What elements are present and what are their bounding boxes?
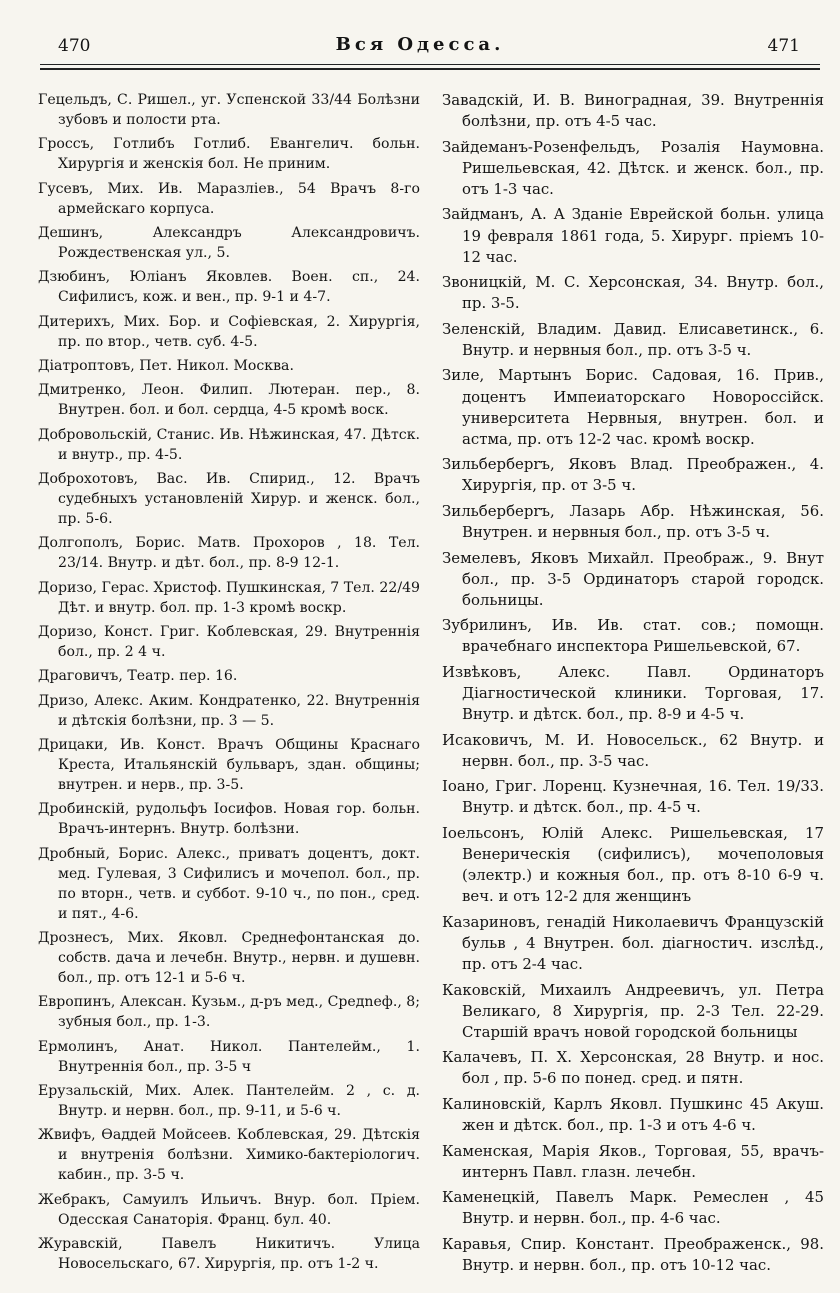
directory-entry: Дрицаки, Ив. Конст. Врачъ Общины Краснаго Креста, Итальянскій бульваръ, здан. общины; внутрен. и нерв., пр. 3-5. — [38, 736, 420, 793]
directory-entry: Зубрилинъ, Ив. Ив. стат. сов.; помощн. врачебнаго инспектора Ришельевской, 67. — [442, 616, 824, 656]
directory-entry: Дмитренко, Леон. Филип. Лютеран. пер., 8. Внутрен. бол. и бол. сердца, 4-5 кромѣ воск. — [38, 382, 420, 419]
directory-entry: Дризо, Алекс. Аким. Кондратенко, 22. Внутреннія и дѣтскія болѣзни, пр. 3 — 5. — [38, 692, 420, 729]
directory-entry: Зеленскій, Владим. Давид. Елисаветинск., 6. Внутр. и нервныя бол., пр. отъ 3-5 ч. — [442, 319, 824, 359]
directory-entry: Драговичъ, Театр. пер. 16. — [38, 668, 238, 685]
directory-entry: Каравья, Спир. Констант. Преображенск., 98. Внутр. и нервн. бол., пр. отъ 10-12 час. — [442, 1234, 824, 1274]
directory-entry: Добровольскій, Станис. Ив. Нѣжинская, 47. Дѣтск. и внутр., пр. 4-5. — [38, 426, 420, 463]
directory-entry: Земелевъ, Яковъ Михайл. Преображ., 9. Внут бол., пр. 3-5 Ординаторъ старой городск. больницы. — [442, 548, 824, 609]
directory-entry: Европинъ, Алексан. Кузьм., д-ръ мед., Средnеф., 8; зубныя бол., пр. 1-3. — [38, 994, 420, 1031]
directory-entry: Исаковичъ, М. И. Новосельск., 62 Внутр. и нервн. бол., пр. 3-5 час. — [442, 730, 824, 770]
left-column — [38, 90, 420, 1274]
directory-entry: Дробный, Борис. Алекс., приватъ доцентъ, докт. мед. Гулевая, 3 Сифилисъ и мочепол. бол., пр. по вторн., четв. и суббот. 9-10 ч., по пон., сред. и пят., 4-6. — [38, 845, 420, 922]
directory-entry: Гроссъ, Готлибъ Готлиб. Евангелич. больн. Хирургія и женскія бол. Не приним. — [38, 136, 420, 173]
running-title: Вся Одесса. — [335, 34, 505, 55]
header-rule-thick — [40, 68, 820, 70]
page-number-left: 470 — [58, 36, 91, 56]
directory-entry: Каменская, Марія Яков., Торговая, 55, врачъ-интернъ Павл. глазн. лечебн. — [442, 1141, 824, 1181]
directory-entry: Доризо, Герас. Христоф. Пушкинская, 7 Тел. 22/49 Дѣт. и внутр. бол. пр. 1-3 кромѣ воскр. — [38, 579, 421, 616]
page-header — [0, 0, 840, 70]
directory-entry: Дешинъ, Александръ Александровичъ. Рождественская ул., 5. — [38, 224, 420, 261]
page-number-right: 471 — [767, 36, 800, 56]
directory-entry: Журавскій, Павелъ Никитичъ. Улица Новосельскаго, 67. Хирургія, пр. отъ 1-2 ч. — [38, 1235, 420, 1272]
directory-entry: Завадскій, И. В. Виноградная, 39. Внутреннія болѣзни, пр. отъ 4-5 час. — [442, 91, 824, 131]
directory-entry: Долгополъ, Борис. Матв. Прохоров , 18. Тел. 23/14. Внутр. и дѣт. бол., пр. 8-9 12-1. — [38, 535, 420, 572]
directory-entry: Зильберберrъ, Лазарь Абр. Нѣжинская, 56. Внутрен. и нервныя бол., пр. отъ 3-5 ч. — [442, 501, 824, 542]
directory-entry: Іоано, Григ. Лоренц. Кузнечная, 16. Тел. 19/33. Внутр. и дѣтск. бол., пр. 4-5 ч. — [442, 777, 824, 817]
directory-entry: Дробинскій, рудольфъ Іосифов. Новая гор. больн. Врачъ-интернъ. Внутр. болѣзни. — [38, 801, 420, 838]
directory-entry: Іоельсонъ, Юлій Алекс. Ришельевская, 17 Венерическія (сифилисъ), мочеполовыя (электр.) и кожныя бол., пр. отъ 8-10 6-9 ч. веч. и отъ 12-2 для женщинъ — [442, 823, 824, 906]
directory-entry: Зильберберrъ, Яковъ Влад. Преображен., 4. Хирургія, пр. от 3-5 ч. — [442, 455, 824, 495]
directory-entry: Гусевъ, Мих. Ив. Маразліев., 54 Врачъ 8-го армейскаго корпуса. — [38, 180, 420, 217]
directory-entry: Казариновъ, генадій Николаевичъ Французскій бульв , 4 Внутрен. бол. діагностич. изслѣд., пр. отъ 2-4 час. — [442, 912, 824, 974]
directory-entry: Дзюбинъ, Юліанъ Яковлев. Воен. сп., 24. Сифилисъ, кож. и вен., пр. 9-1 и 4-7. — [38, 269, 420, 306]
directory-entry: Жебракъ, Самуилъ Ильичъ. Внур. бол. Пріем. Одесская Санаторія. Франц. бул. 40. — [38, 1191, 420, 1228]
directory-entry: Каковскій, Михаилъ Андреевичъ, ул. Петра Великаго, 8 Хирургія, пр. 2-3 Тел. 22-29. Старшій врачъ новой городской больницы — [442, 980, 824, 1041]
directory-entry: Извѣковъ, Алекс. Павл. Ординаторъ Діагностической клиники. Торговая, 17. Внутр. и дѣтск. бол., пр. 8-9 и 4-5 ч. — [442, 662, 824, 724]
directory-entry: Доризо, Конст. Григ. Коблевская, 29. Внутреннія бол., пр. 2 4 ч. — [38, 623, 420, 660]
directory-entry: Ерузальскій, Мих. Алек. Пантелейм. 2 , с. д. Внутр. и нервн. бол., пр. 9-11, и 5-6 ч. — [38, 1082, 420, 1119]
right-column — [442, 90, 824, 1276]
directory-entry: Жвифъ, Ѳаддей Мойсеев. Коблевская, 29. Дѣтскія и внутренія болѣзни. Химико-бактеріологич. кабин., пр. 3-5 ч. — [38, 1127, 420, 1184]
directory-entry: Каменецкій, Павелъ Марк. Ремеслен , 45 Внутр. и нервн. бол., пр. 4-6 час. — [442, 1188, 824, 1228]
directory-entry: Звоницкій, М. С. Херсонская, 34. Внутр. бол., пр. 3-5. — [442, 273, 824, 313]
directory-entry: Діатроптовъ, Пет. Никол. Москва. — [38, 357, 294, 374]
directory-entry: Калиновскій, Карлъ Яковл. Пушкинс 45 Акуш. жен и дѣтск. бол., пр. 1-3 и отъ 4-6 ч. — [442, 1094, 824, 1135]
header-rule-thin — [40, 64, 820, 65]
directory-entry: Зайдманъ, А. А Зданіе Еврейской больн. улица 19 февраля 1861 года, 5. Хирург. пріемъ 10-12 час. — [442, 205, 824, 266]
directory-entry: Зайдеманъ-Розенфельдъ, Розалія Наумовна. Ришельевская, 42. Дѣтск. и женск. бол., пр. отъ 1-3 час. — [442, 137, 824, 198]
directory-entry: Калачевъ, П. Х. Херсонская, 28 Внутр. и нос. бол , пр. 5-6 по понед. сред. и пятн. — [442, 1048, 824, 1088]
directory-entry: Дитерихъ, Мих. Бор. и Софіевская, 2. Хирургія, пр. по втор., четв. суб. 4-5. — [38, 313, 420, 350]
directory-entry: Гецельдъ, С. Ришел., уг. Успенской 33/44 Болѣзни зубовъ и полости рта. — [38, 92, 420, 129]
directory-entry: Зиле, Мартынъ Борис. Садовая, 16. Прив., доцентъ Импеиаторскаго Новороссійск. университета Нервныя, внутрен. бол. и астма, пр. отъ 12-2 час. кромѣ воскр. — [442, 366, 824, 448]
directory-entry: Ермолинъ, Анат. Никол. Пантелейм., 1. Внутреннія бол., пр. 3-5 ч — [38, 1038, 420, 1075]
directory-entry: Дрознесъ, Мих. Яковл. Среднефонтанская до. собств. дача и лечебн. Внутр., нервн. и душевн. бол., пр. отъ 12-1 и 5-6 ч. — [38, 929, 420, 986]
directory-entry: Доброхотовъ, Вас. Ив. Спирид., 12. Врачъ судебныхъ установленій Хирур. и женск. бол., пр. 5-6. — [38, 470, 420, 527]
